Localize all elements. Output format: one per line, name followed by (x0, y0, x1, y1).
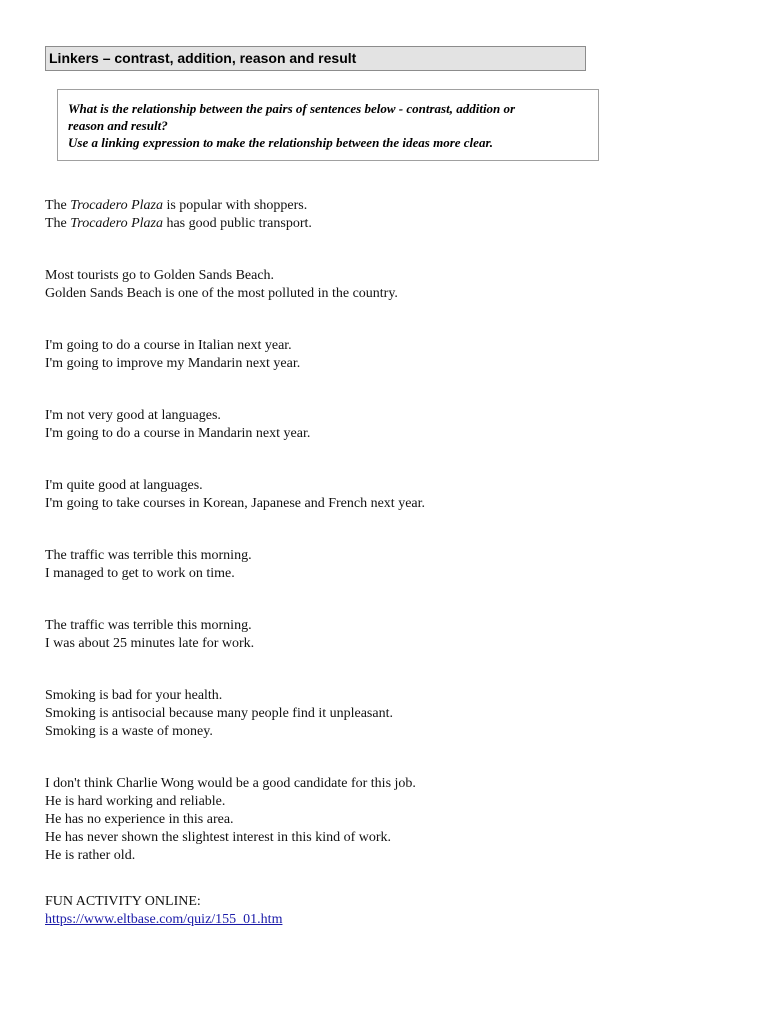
sentence: I don't think Charlie Wong would be a good candidate for this job. (45, 776, 416, 791)
sentence: He is rather old. (45, 848, 136, 863)
sentence: Smoking is bad for your health. (45, 688, 223, 703)
exercise-item-7 (45, 617, 745, 653)
sentence: Most tourists go to Golden Sands Beach. (45, 268, 275, 283)
sentence-text: is popular with shoppers. (162, 198, 308, 213)
sentence-text: has good public transport. (162, 216, 312, 231)
instructions-line-1: What is the relationship between the pairs of sentences below - contrast, addition or (68, 101, 516, 116)
place-name: Trocadero Plaza (70, 198, 163, 213)
sentence-text: The (45, 216, 71, 231)
quiz-link[interactable]: https://www.eltbase.com/quiz/155_01.htm (45, 912, 283, 927)
sentence: Golden Sands Beach is one of the most polluted in the country. (45, 286, 398, 301)
sentence: I'm not very good at languages. (45, 408, 221, 423)
exercise-item-2 (45, 267, 745, 303)
sentence: I'm going to improve my Mandarin next year. (45, 356, 301, 371)
worksheet-title: Linkers – contrast, addition, reason and result (45, 46, 586, 71)
exercise-item-4 (45, 407, 745, 443)
place-name: Trocadero Plaza (70, 216, 163, 231)
instructions-box (57, 89, 599, 161)
sentence: He has no experience in this area. (45, 812, 234, 827)
sentence (45, 197, 745, 215)
sentence-text: The (45, 198, 71, 213)
sentence: I'm going to do a course in Italian next year. (45, 338, 292, 353)
instructions-line-2: reason and result? (68, 118, 168, 133)
exercise-item-6 (45, 547, 745, 583)
sentence: He has never shown the slightest interest in this kind of work. (45, 830, 392, 845)
exercise-item-8 (45, 687, 745, 741)
exercise-item-1 (45, 197, 745, 233)
sentence: He is hard working and reliable. (45, 794, 226, 809)
sentence: I'm going to do a course in Mandarin next year. (45, 426, 311, 441)
sentence (45, 215, 745, 233)
instructions-line-3: Use a linking expression to make the relationship between the ideas more clear. (68, 135, 494, 150)
sentence: Smoking is a waste of money. (45, 724, 213, 739)
fun-activity (45, 893, 282, 929)
exercise-item-9 (45, 775, 745, 865)
sentence: The traffic was terrible this morning. (45, 548, 252, 563)
sentence: I was about 25 minutes late for work. (45, 636, 255, 651)
sentence: I managed to get to work on time. (45, 566, 235, 581)
exercise-item-5 (45, 477, 745, 513)
fun-activity-label: FUN ACTIVITY ONLINE: (45, 894, 201, 909)
sentence: Smoking is antisocial because many people find it unpleasant. (45, 706, 393, 721)
sentence: I'm quite good at languages. (45, 478, 203, 493)
exercise-list (45, 197, 745, 899)
exercise-item-3 (45, 337, 745, 373)
sentence: I'm going to take courses in Korean, Japanese and French next year. (45, 496, 426, 511)
sentence: The traffic was terrible this morning. (45, 618, 252, 633)
